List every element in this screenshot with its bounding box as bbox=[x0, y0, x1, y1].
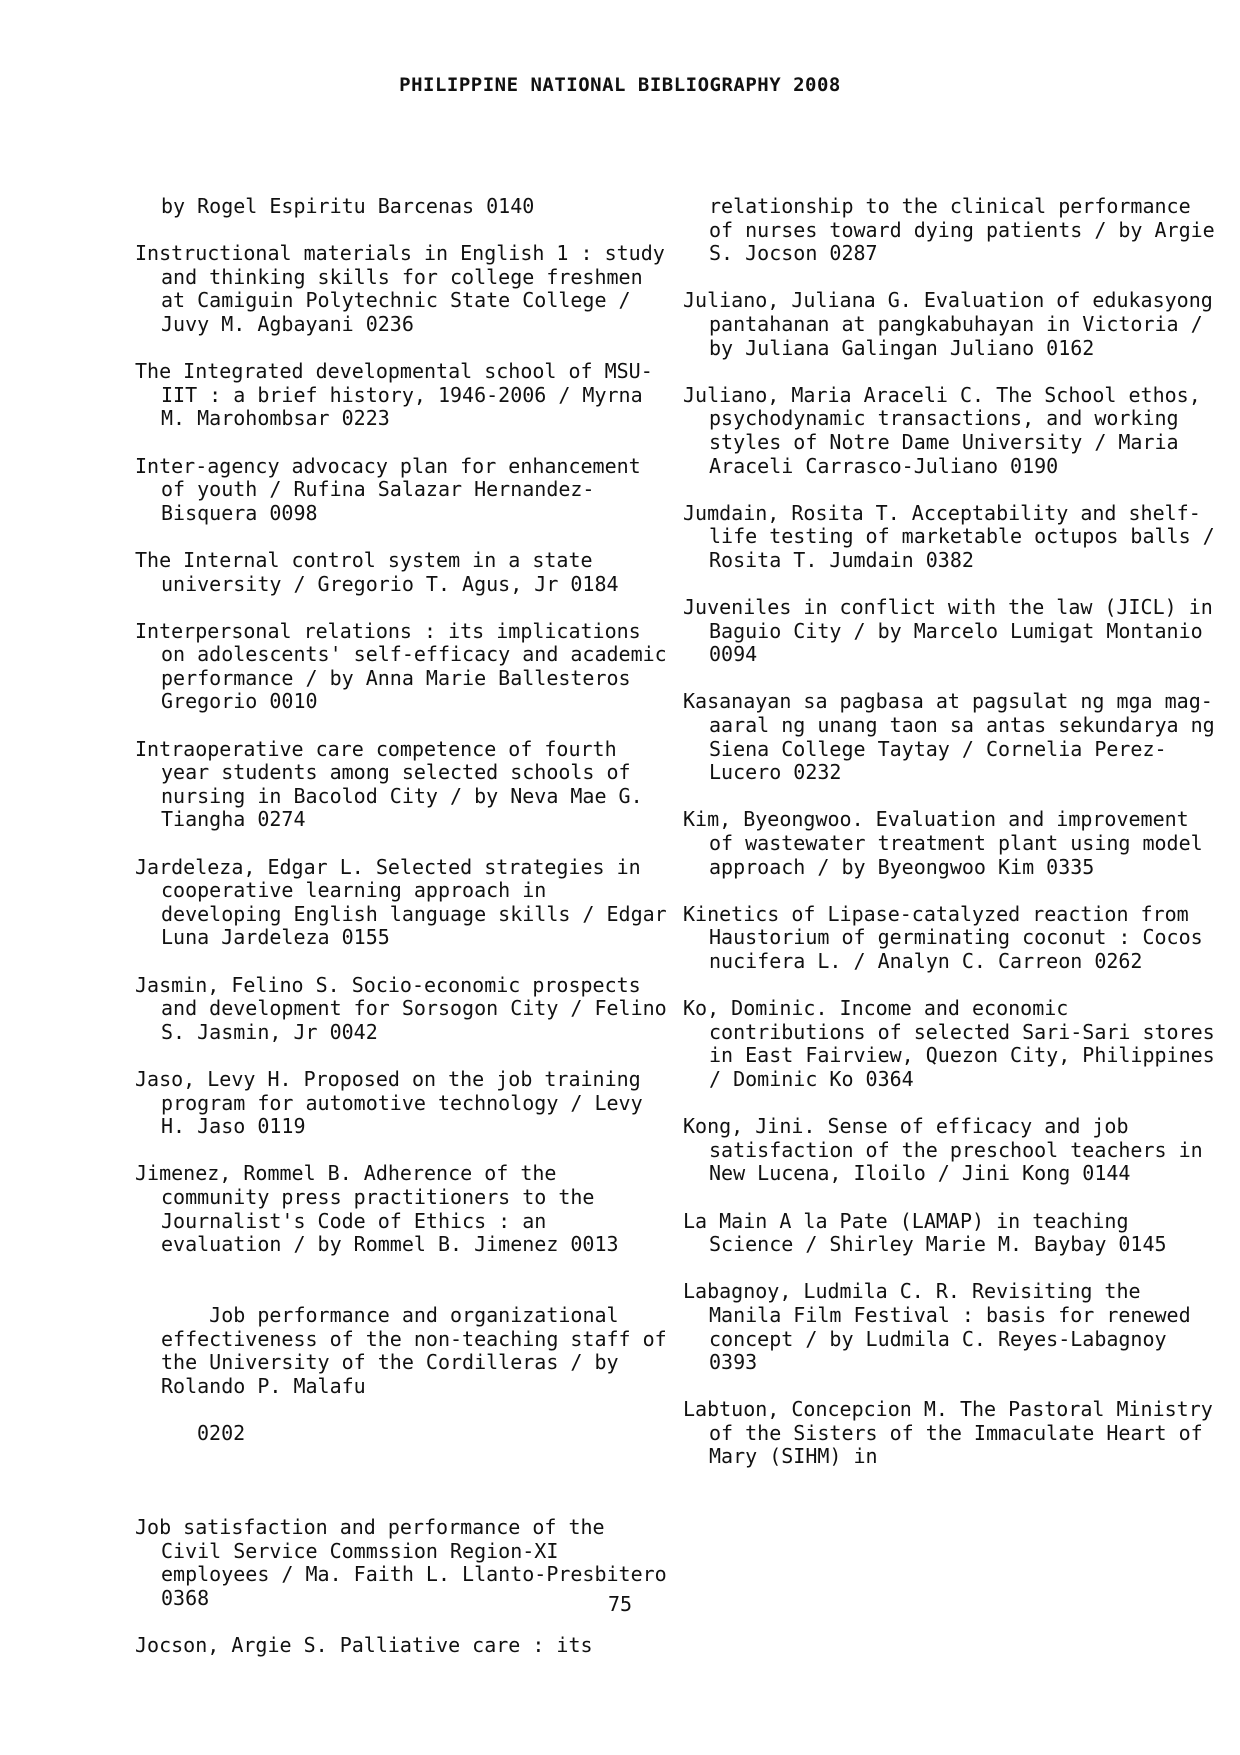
bib-entry: Ko, Dominic. Income and economic contributions of selected Sari-Sari stores in East Fairview, Quezon City, Philippines / Dominic Ko 0364 bbox=[683, 996, 1227, 1091]
bib-entry: Juliano, Juliana G. Evaluation of edukasyong pantahanan at pangkabuhayan in Victoria / by Juliana Galingan Juliano 0162 bbox=[683, 288, 1225, 360]
bib-entry: The Integrated developmental school of MSU-IIT : a brief history, 1946-2006 / Myrna M. Marohombsar 0223 bbox=[135, 359, 655, 431]
bib-entry: Kong, Jini. Sense of efficacy and job satisfaction of the preschool teachers in New Lucena, Iloilo / Jini Kong 0144 bbox=[683, 1114, 1215, 1186]
bib-entry: Kim, Byeongwoo. Evaluation and improvement of wastewater treatment plant using model approach / by Byeongwoo Kim 0335 bbox=[683, 807, 1215, 879]
bib-entry: Jaso, Levy H. Proposed on the job training program for automotive technology / Levy H. Jaso 0119 bbox=[135, 1066, 655, 1139]
bib-entry: La Main A la Pate (LAMAP) in teaching Science / Shirley Marie M. Baybay 0145 bbox=[683, 1208, 1167, 1257]
bib-entry bbox=[135, 1280, 679, 1492]
bib-entry: The Internal control system in a state university / Gregorio T. Agus, Jr 0184 bbox=[135, 547, 619, 596]
bib-entry: Jasmin, Felino S. Socio-economic prospects and development for Sorsogon City / Felino S. Jasmin, Jr 0042 bbox=[135, 972, 679, 1044]
bib-entry: Kinetics of Lipase-catalyzed reaction from Haustorium of germinating coconut : Cocos nucifera L. / Analyn C. Carreon 0262 bbox=[683, 901, 1215, 973]
bib-entry: Intraoperative care competence of fourth year students among selected schools of nursing in Bacolod City / by Neva Mae G. Tiangha 0274 bbox=[135, 736, 655, 832]
bib-entry: Jocson, Argie S. Palliative care : its bbox=[135, 1633, 593, 1658]
bib-entry: Job satisfaction and performance of the Civil Service Commssion Region-XI employees / Ma. Faith L. Llanto-Presbitero 0368 bbox=[135, 1515, 679, 1611]
bib-entry: Kasanayan sa pagbasa at pagsulat ng mga mag-aaral ng unang taon sa antas sekundarya ng Siena College Taytay / Cornelia Perez-Lucero 0232 bbox=[683, 689, 1227, 785]
left-column bbox=[135, 194, 679, 1681]
bib-entry: Jumdain, Rosita T. Acceptability and shelf-life testing of marketable octupos balls / Rosita T. Jumdain 0382 bbox=[683, 500, 1227, 572]
bib-entry: Juliano, Maria Araceli C. The School ethos, psychodynamic transactions, and working styles of Notre Dame University / Maria Araceli Carrasco-Juliano 0190 bbox=[683, 382, 1213, 478]
bib-entry: Labtuon, Concepcion M. The Pastoral Ministry of the Sisters of the Immaculate Heart of Mary (SIHM) in bbox=[683, 1397, 1225, 1469]
bib-entry: relationship to the clinical performance of nurses toward dying patients / by Argie S. Jocson 0287 bbox=[709, 194, 1227, 266]
page-header: PHILIPPINE NATIONAL BIBLIOGRAPHY 2008 bbox=[399, 74, 841, 96]
bib-entry-number: 0202 bbox=[197, 1420, 246, 1445]
page-number: 75 bbox=[607, 1592, 633, 1616]
bib-entry: Instructional materials in English 1 : study and thinking skills for college freshmen at Camiguin Polytechnic State College / Juvy M. Agbayani 0236 bbox=[135, 241, 677, 336]
bib-entry: Labagnoy, Ludmila C. R. Revisiting the Manila Film Festival : basis for renewed concept / by Ludmila C. Reyes-Labagnoy 0393 bbox=[683, 1279, 1203, 1375]
right-column bbox=[683, 194, 1227, 1493]
bib-entry-text: Job performance and organizational effectiveness of the non-teaching staff of the University of the Cordilleras / by Rolando P. Malafu bbox=[161, 1302, 679, 1398]
bib-entry: Inter-agency advocacy plan for enhancement of youth / Rufina Salazar Hernandez-Bisquera 0098 bbox=[135, 453, 653, 525]
bib-entry: Jardeleza, Edgar L. Selected strategies in cooperative learning approach in developing English language skills / Edgar Luna Jardeleza 0155 bbox=[135, 854, 679, 950]
bib-entry: by Rogel Espiritu Barcenas 0140 bbox=[161, 194, 535, 218]
bib-entry: Juveniles in conflict with the law (JICL) in Baguio City / by Marcelo Lumigat Montanio 0094 bbox=[683, 595, 1225, 667]
bib-entry: Interpersonal relations : its implications on adolescents' self-efficacy and academic performance / by Anna Marie Ballesteros Gregorio 0010 bbox=[135, 618, 679, 714]
bib-entry: Jimenez, Rommel B. Adherence of the community press practitioners to the Journalist's Code of Ethics : an evaluation / by Rommel B. Jimenez 0013 bbox=[135, 1161, 619, 1257]
